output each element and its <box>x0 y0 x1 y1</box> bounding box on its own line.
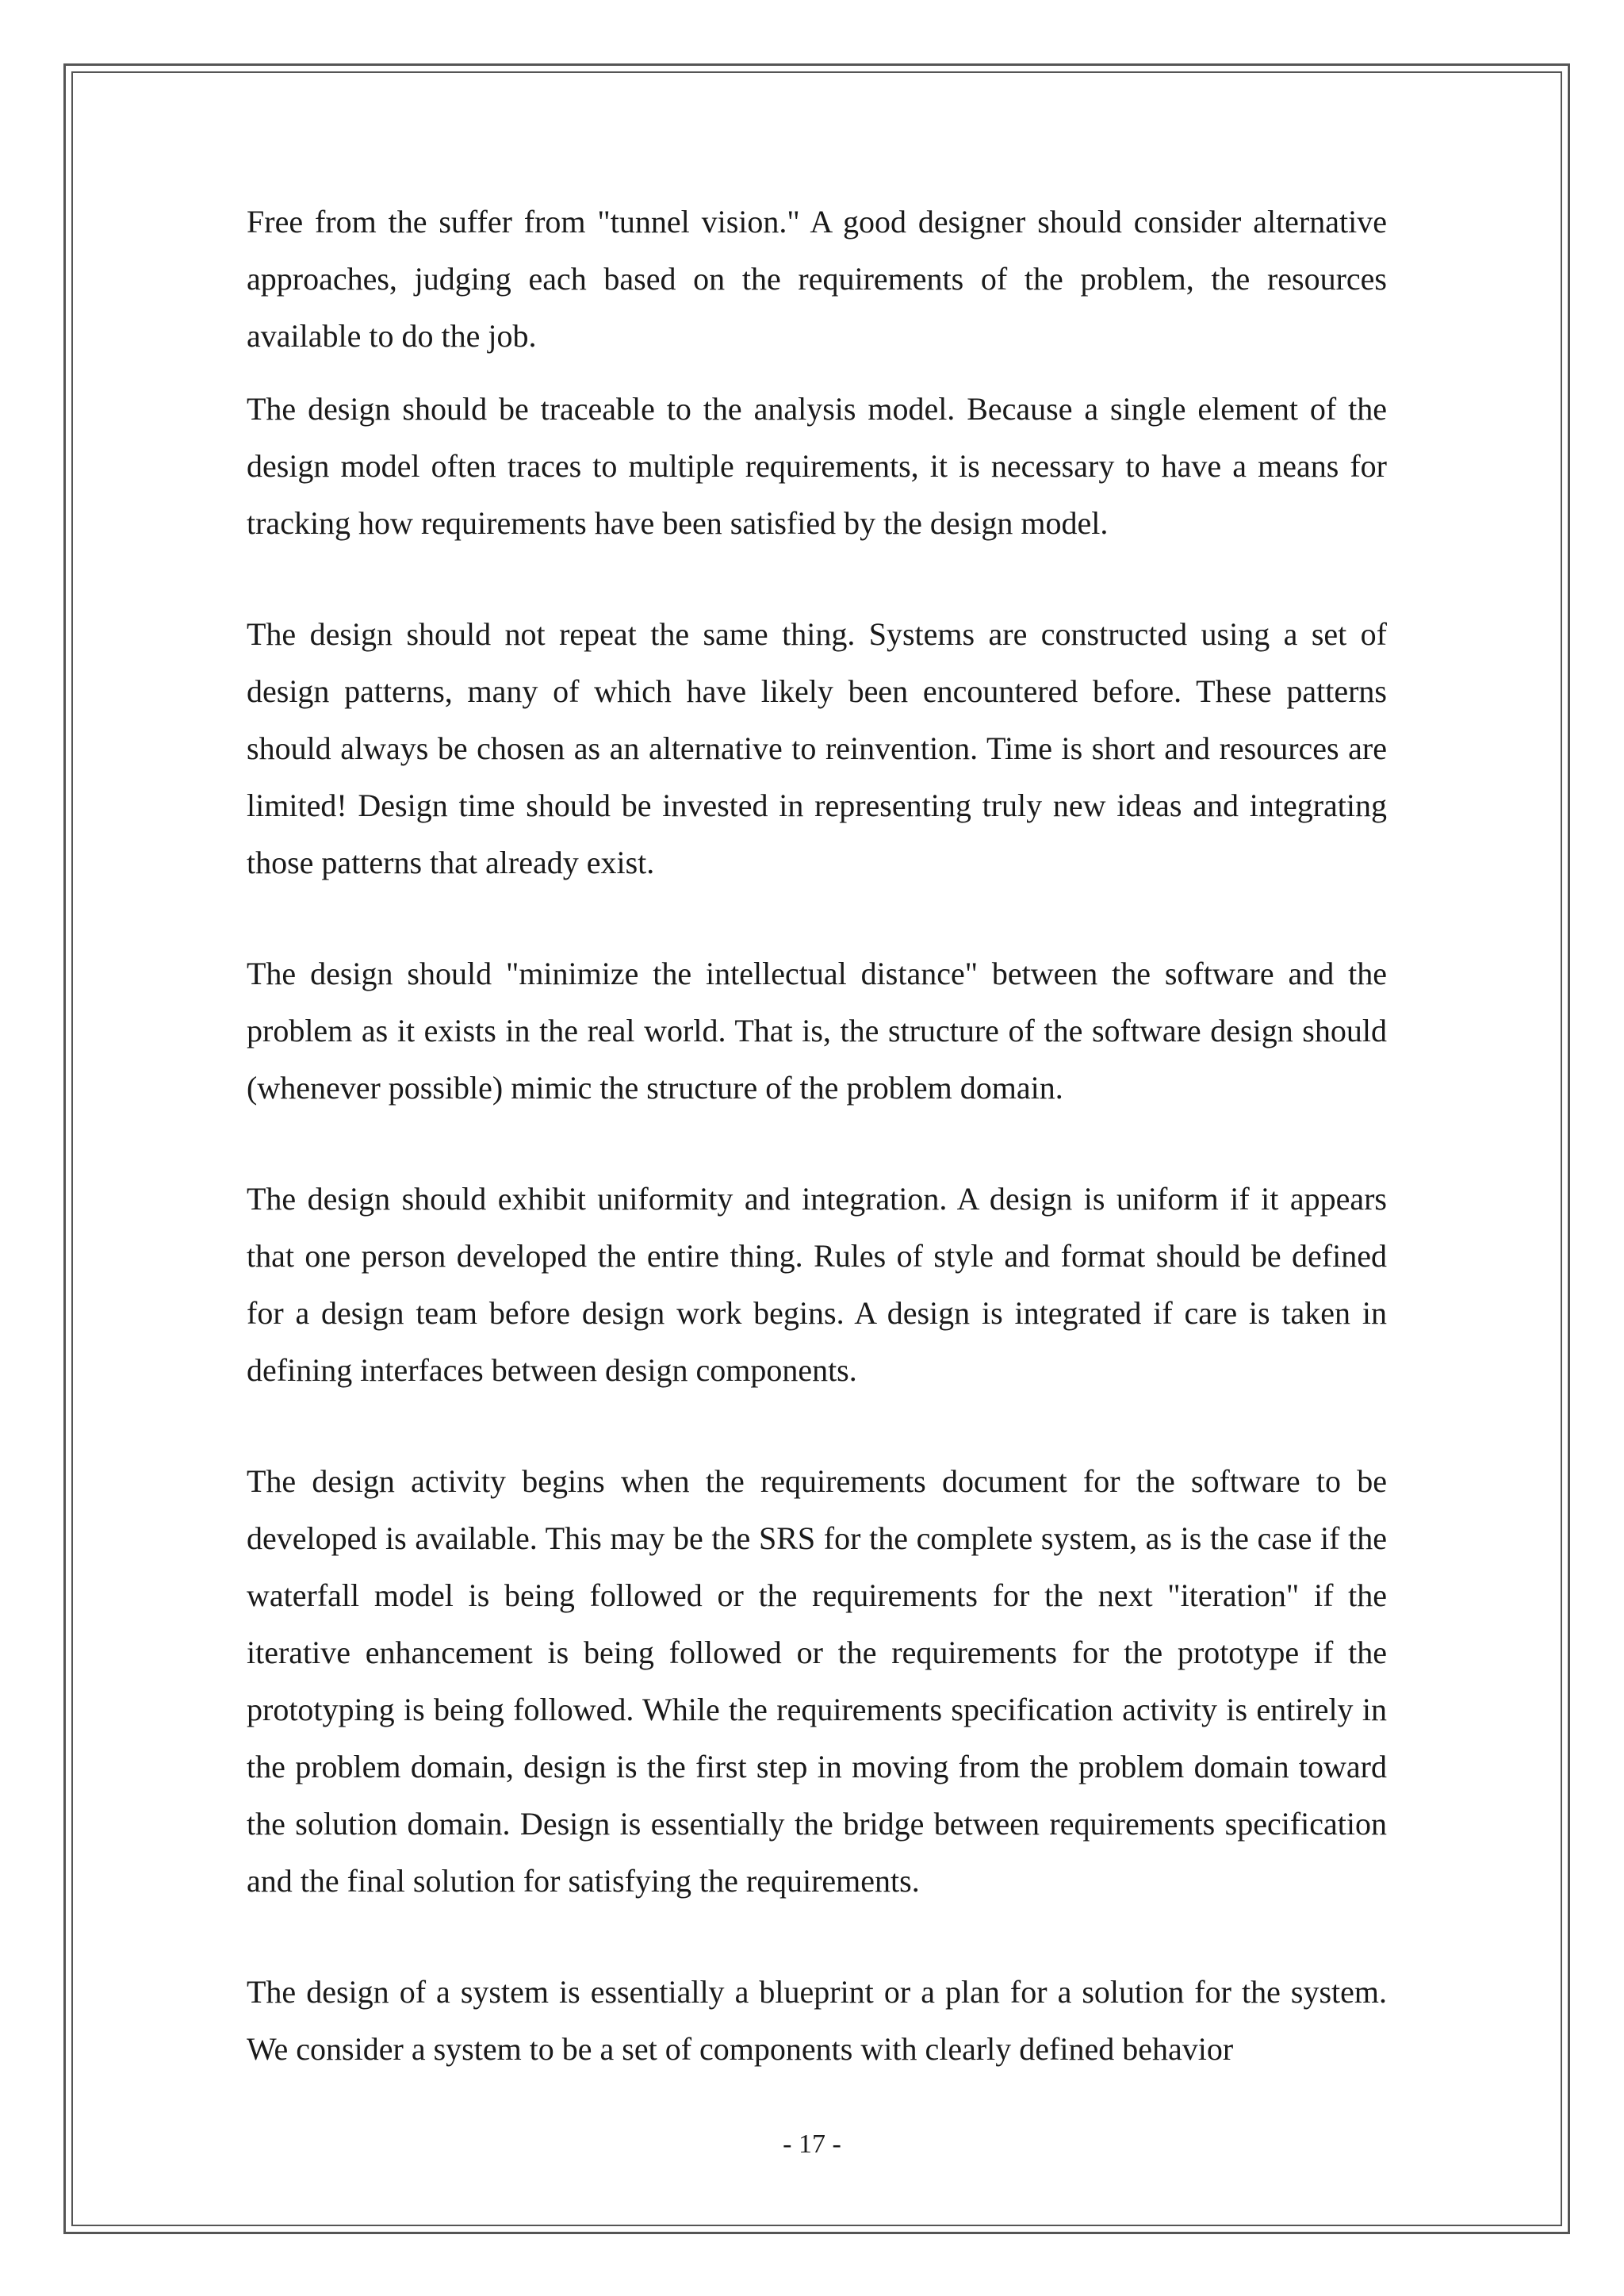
paragraph-uniformity: The design should exhibit uniformity and integration. A design is uniform if it appears that one person developed the entire thing. Rules of style and format should be defined for a design team before design work begins. A design is integrated if care is taken in defining interfaces between design components. <box>247 1181 1387 1388</box>
paragraph-spacer <box>247 1399 1387 1453</box>
paragraph-spacer <box>247 552 1387 606</box>
paragraph-intellectual-distance: The design should "minimize the intellectual distance" between the software and the problem as it exists in the real world. That is, the structure of the software design should (whenever possible) mimic the structure of the problem domain. <box>247 956 1387 1106</box>
page-number: - 17 - <box>783 2129 841 2159</box>
paragraph-spacer <box>247 1910 1387 1964</box>
paragraph-traceable: The design should be traceable to the analysis model. Because a single element of the design model often traces to multiple requirements, it is necessary to have a means for tracking how requirements have been satisfied by the design model. <box>247 391 1387 541</box>
paragraph-spacer <box>247 1117 1387 1171</box>
paragraph-spacer <box>247 365 1387 381</box>
paragraph-blueprint: The design of a system is essentially a blueprint or a plan for a solution for the system. We consider a system to be a set of components with clearly defined behavior <box>247 1974 1387 2067</box>
paragraph-tunnel-vision: Free from the suffer from "tunnel vision." A good designer should consider alternative approaches, judging each based on the requirements of the problem, the resources available to do the job. <box>247 204 1387 354</box>
page-body <box>247 194 1387 2078</box>
paragraph-spacer <box>247 891 1387 945</box>
paragraph-design-activity: The design activity begins when the requirements document for the software to be developed is available. This may be the SRS for the complete system, as is the case if the waterfall model is being followed or the requirements for the next "iteration" if the iterative enhancement is being followed or the requirements for the prototype if the prototyping is being followed. While the requirements specification activity is entirely in the problem domain, design is the first step in moving from the problem domain toward the solution domain. Design is essentially the bridge between requirements specification and the final solution for satisfying the requirements. <box>247 1463 1387 1899</box>
paragraph-not-repeat: The design should not repeat the same thing. Systems are constructed using a set of design patterns, many of which have likely been encountered before. These patterns should always be chosen as an alternative to reinvention. Time is short and resources are limited! Design time should be invested in representing truly new ideas and integrating those patterns that already exist. <box>247 616 1387 880</box>
